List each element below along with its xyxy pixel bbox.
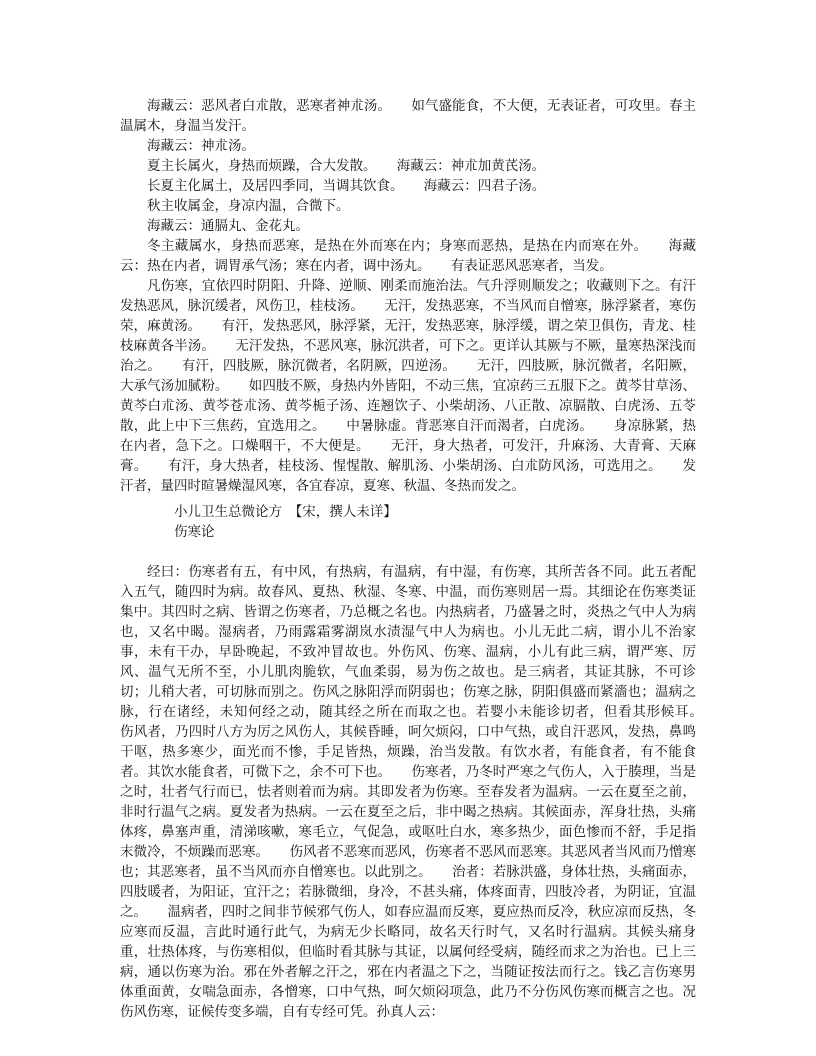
paragraph: 秋主收属金，身凉内温，合微下。 — [147, 198, 350, 214]
paragraph: 海藏云：通膈丸、金花丸。 — [147, 218, 309, 234]
book-title: 小儿卫生总微论方 【宋，撰人未详】 — [174, 504, 397, 520]
paragraph: 经曰：伤寒者有五，有中风，有热病，有温病，有中湿，有伤寒，其所苦各不同。此五者配入五气，随四时为病。故春风、夏热、秋湿、冬寒、中温，而伤寒则居一焉。其细论在伤寒类证集中。其四时之病、皆谓之伤寒者，乃总概之名也。内热病者，乃盛暑之时，炎热之气中人为病也，又名中暍。湿病者，乃雨露霜雾湖岚水渍湿气中人为病也。小儿无此二病，谓小儿不治家事，未有干办，早卧晚起，不致冲冒故也。外伤风、伤寒、温病，小儿有此三病，谓严寒、厉风、温气无所不至，小儿肌肉脆软，气血柔弱，易为伤之故也。是三病者，其证其脉，不可诊切；儿稍大者，可切脉而别之。伤风之脉阳浮而阴弱也；伤寒之脉，阴阳俱盛而紧濇也；温病之脉，行在诸经，未知何经之动，随其经之所在而取之也。若婴小未能诊切者，但看其形候耳。 伤风者，乃四时八方为厉之风伤人，其候昏睡，呵欠烦闷，口中气热，或自汗恶风，发热，鼻鸣干呕，热多寒少，面光而不惨，手足皆热，烦躁，治当发散。有饮水者，有能食者，有不能食者。其饮水能食者，可微下之，余不可下也。 伤寒者，乃冬时严寒之气伤人，入于腠理，当是之时，壮者气行而已，怯者则着而为病。其即发者为伤寒。至春发者为温病。一云在夏至之前，非时行温气之病。夏发者为热病。一云在夏至之后，非中暍之热病。其候面赤，浑身壮热，头痛体疼，鼻塞声重，清涕咳嗽，寒毛立，气促急，或呕吐白水，寒多热少，面色惨而不舒，手足指末微冷，不烦躁而恶寒。 伤风者不恶寒而恶风，伤寒者不恶风而恶寒。其恶风者当风而乃憎寒也；其恶寒者，虽不当风而亦自憎寒也。以此别之。 治者：若脉洪盛，身体壮热，头痛面赤，四肢暖者，为阳证，宜汗之；若脉微细，身冷，不甚头痛，体疼面青，四肢冷者，为阴证，宜温之。 温病者，四时之间非节候邪气伤人，如春应温而反寒，夏应热而反冷，秋应凉而反热，冬应寒而反温，言此时通行此气，为病无少长略同，故名天行时气，又名时行温病。其候头痛身重，壮热体疼，与伤寒相似，但临时看其脉与其证，以属何经受病，随经而求之为治也。已上三病，通以伤寒为治。邪在外者解之汗之，邪在内者温之下之，当随证按法而行之。钱乙言伤寒男体重面黄，女喘急面赤，各憎寒，口中气热，呵欠烦闷项急，此乃不分伤风伤寒而概言之也。况伤风伤寒，证候传变多端，自有专经可凭。孙真人云： — [120, 564, 723, 1020]
paragraph: 凡伤寒，宜依四时阴阳、升降、逆顺、刚柔而施治法。气升浮则顺发之；收藏则下之。有汗发热恶风，脉沉缓者，风伤卫，桂枝汤。 无汗，发热恶寒，不当风而自憎寒，脉浮紧者，寒伤荣，麻黄汤。 有汗，发热恶风，脉浮紧，无汗，发热恶寒，脉浮缓，谓之荣卫俱伤，青龙、桂枝麻黄各半汤。 无汗发热，不恶风寒，脉沉洪者，可下之。更详认其厥与不厥，量寒热深浅而治之。 有汗，四肢厥，脉沉微者，名阴厥，四逆汤。 无汗，四肢厥，脉沉微者，名阳厥，大承气汤加腻粉。 如四肢不厥，身热内外皆阳，不动三焦，宜凉药三五服下之。黄芩甘草汤、黄芩白朮汤、黄芩苍朮汤、黄芩栀子汤、连翘饮子、小柴胡汤、八正散、凉膈散、白虎汤、五苓散，此上中下三焦药，宜选用之。 中暑脉虚。背恶寒自汗而渴者，白虎汤。 身凉脉紧，热在内者，急下之。口燥咽干，不大便是。 无汗，身大热者，可发汗，升麻汤、大青膏、天麻膏。 有汗，身大热者，桂枝汤、惺惺散、解肌汤、小柴胡汤、白朮防风汤，可选用之。 发汗者，量四时暄暑燥湿风寒，各宜春凉，夏寒、秋温、冬热而发之。 — [120, 278, 696, 494]
chapter-title: 伤寒论 — [174, 524, 215, 540]
document-page — [120, 96, 723, 1022]
paragraph: 长夏主化属土，及居四季同，当调其饮食。 海藏云：四君子汤。 — [147, 178, 546, 194]
paragraph: 海藏云：神朮汤。 — [147, 138, 255, 154]
paragraph: 海藏云：恶风者白朮散，恶寒者神朮汤。 如气盛能食，不大便，无表证者，可攻里。春主温属木，身温当发汗。 — [120, 98, 696, 134]
paragraph: 冬主藏属水，身热而恶寒，是热在外而寒在内；身寒而恶热，是热在内而寒在外。 海藏云：热在内者，调胃承气汤；寒在内者，调中汤丸。 有表证恶风恶寒者，当发。 — [120, 238, 696, 274]
paragraph: 夏主长属火，身热而烦躁，合大发散。 海藏云：神朮加黄芪汤。 — [147, 158, 546, 174]
